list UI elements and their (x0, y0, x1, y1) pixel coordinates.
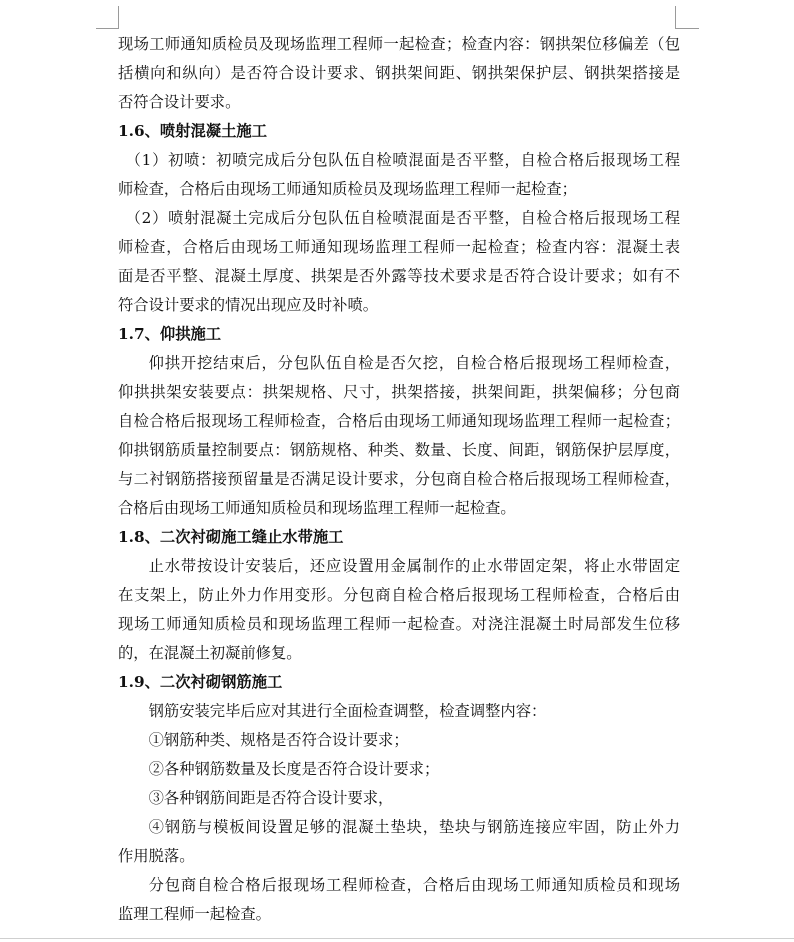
paragraph-line: 括横向和纵向）是否符合设计要求、钢拱架间距、钢拱架保护层、钢拱架搭接是 (118, 64, 680, 82)
paragraph-line: ②各种钢筋数量及长度是否符合设计要求； (148, 760, 440, 778)
paragraph-line: 止水带按设计安装后，还应设置用金属制作的止水带固定架，将止水带固定 (148, 557, 680, 575)
paragraph-line: 师检查，合格后由现场工师通知质检员及现场监理工程师一起检查； (118, 180, 577, 198)
paragraph-line: 仰拱钢筋质量控制要点：钢筋规格、种类、数量、长度、间距，钢筋保护层厚度， (118, 441, 680, 459)
paragraph-line: 否符合设计要求。 (118, 93, 241, 111)
paragraph-line: 仰拱拱架安装要点：拱架规格、尺寸，拱架搭接，拱架间距，拱架偏移；分包商 (118, 383, 680, 401)
section-heading: 1.9、二次衬砌钢筋施工 (118, 673, 283, 691)
section-heading: 1.7、仰拱施工 (118, 325, 222, 343)
paragraph-line: （2）喷射混凝土完成后分包队伍自检喷混面是否平整，自检合格后报现场工程 (125, 209, 680, 227)
document-body (118, 30, 680, 929)
paragraph-line: 在支架上，防止外力作用变形。分包商自检合格后报现场工程师检查，合格后由 (118, 586, 680, 604)
paragraph-line: 面是否平整、混凝土厚度、拱架是否外露等技术要求是否符合设计要求；如有不 (118, 267, 680, 285)
paragraph-line: 与二衬钢筋搭接预留量是否满足设计要求，分包商自检合格后报现场工程师检查， (118, 470, 680, 488)
paragraph-line: 分包商自检合格后报现场工程师检查，合格后由现场工师通知质检员和现场 (148, 876, 680, 894)
paragraph-line: ③各种钢筋间距是否符合设计要求， (148, 789, 394, 807)
paragraph-line: 现场工师通知质检员和现场监理工程师一起检查。对浇注混凝土时局部发生位移 (118, 615, 680, 633)
margin-corner-mark (96, 28, 119, 29)
paragraph-line: （1）初喷：初喷完成后分包队伍自检喷混面是否平整，自检合格后报现场工程 (125, 151, 680, 169)
paragraph-line: 合格后由现场工师通知质检员和现场监理工程师一起检查。 (118, 499, 516, 517)
paragraph-line: 现场工师通知质检员及现场监理工程师一起检查；检查内容：钢拱架位移偏差（包 (118, 35, 680, 53)
paragraph-line: ④钢筋与模板间设置足够的混凝土垫块，垫块与钢筋连接应牢固，防止外力 (148, 818, 680, 836)
paragraph-line: 符合设计要求的情况出现应及时补喷。 (118, 296, 379, 314)
paragraph-line: 师检查，合格后由现场工师通知现场监理工程师一起检查；检查内容：混凝土表 (118, 238, 680, 256)
margin-corner-mark (675, 28, 699, 29)
paragraph-line: 监理工程师一起检查。 (118, 905, 271, 923)
section-heading: 1.6、喷射混凝土施工 (118, 122, 267, 140)
paragraph-line: 自检合格后报现场工程师检查，合格后由现场工师通知现场监理工程师一起检查； (118, 412, 680, 430)
paragraph-line: 仰拱开挖结束后，分包队伍自检是否欠挖，自检合格后报现场工程师检查， (148, 354, 680, 372)
margin-corner-mark (675, 6, 676, 28)
paragraph-line: 钢筋安装完毕后应对其进行全面检查调整，检查调整内容： (148, 702, 547, 720)
section-heading: 1.8、二次衬砌施工缝止水带施工 (118, 528, 344, 546)
page-bottom-edge (0, 938, 794, 939)
paragraph-line: 的，在混凝土初凝前修复。 (118, 644, 302, 662)
paragraph-line: 作用脱落。 (118, 847, 195, 865)
margin-corner-mark (118, 6, 119, 28)
paragraph-line: ①钢筋种类、规格是否符合设计要求； (148, 731, 409, 749)
